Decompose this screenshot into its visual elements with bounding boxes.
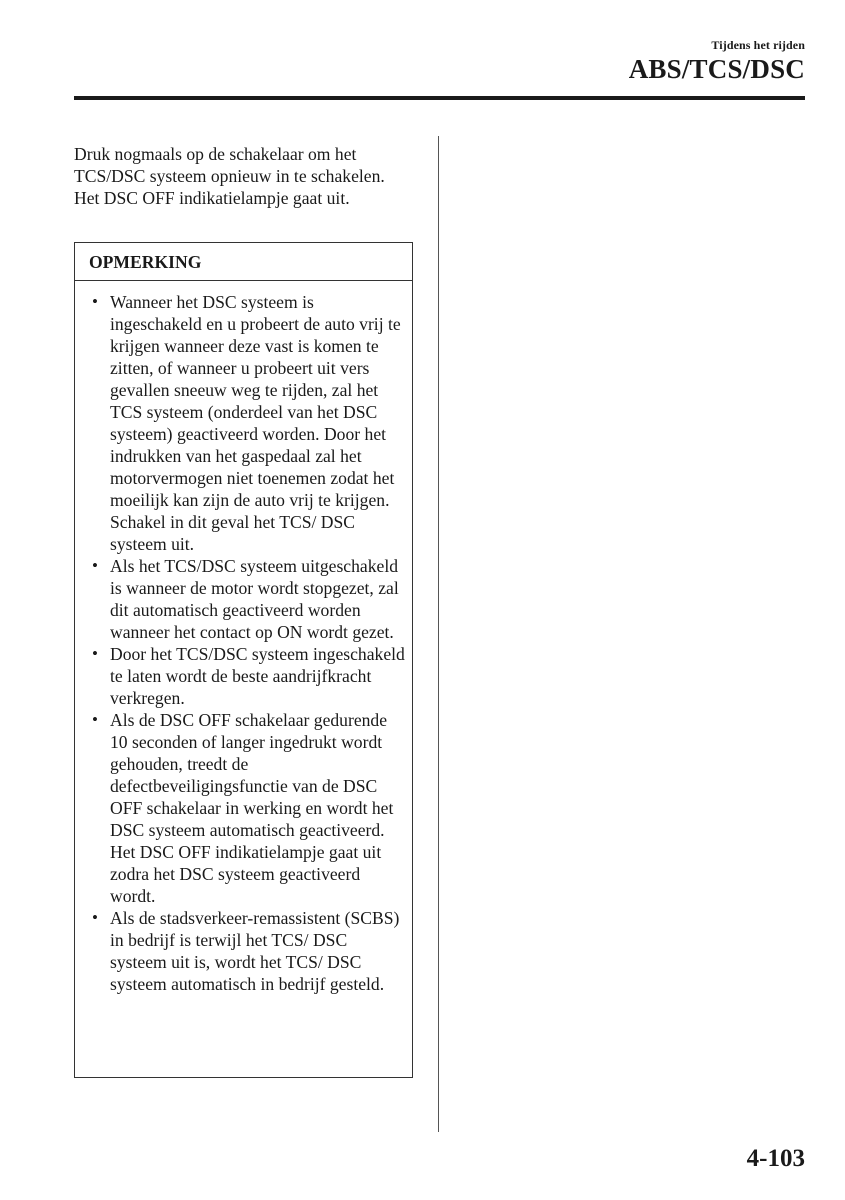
bullet-icon: • [92, 644, 98, 663]
note-item-text: Wanneer het DSC systeem is ingeschakeld en u probeert de auto vrij te krijgen wanneer deze vast is komen te zitten, of wanneer u probeert uit vers gevallen sneeuw weg te rijden, zal het TCS systeem (onderdeel van het DSC systeem) geactiveerd worden. Door het indrukken van het gaspedaal zal het motorvermogen niet toenemen zodat het moeilijk kan zijn de auto vrij te krijgen. Schakel in dit geval het TCS/ DSC systeem uit. [110, 292, 401, 554]
note-item [75, 907, 414, 995]
note-list [75, 291, 414, 995]
section-heading: Tijdens het rijden [711, 38, 805, 52]
bullet-icon: • [92, 710, 98, 729]
page-number: 4-103 [746, 1145, 805, 1172]
note-item [75, 291, 414, 555]
column-divider [438, 136, 439, 1132]
bullet-icon: • [92, 556, 98, 575]
note-item-text: Door het TCS/DSC systeem ingeschakeld te laten wordt de beste aandrijfkracht verkregen. [110, 644, 405, 708]
note-title: OPMERKING [75, 243, 412, 281]
bullet-icon: • [92, 292, 98, 311]
intro-paragraph: Druk nogmaals op de schakelaar om het TCS/DSC systeem opnieuw in te schakelen. Het DSC OFF indikatielampje gaat uit. [74, 144, 385, 208]
note-item [75, 709, 414, 907]
note-item [75, 555, 414, 643]
page-title: ABS/TCS/DSC [628, 54, 805, 84]
note-item-text: Als het TCS/DSC systeem uitgeschakeld is wanneer de motor wordt stopgezet, zal dit automatisch geactiveerd worden wanneer het contact op ON wordt gezet. [110, 556, 399, 642]
note-item-text: Als de stadsverkeer-remassistent (SCBS) in bedrijf is terwijl het TCS/ DSC systeem uit is, wordt het TCS/ DSC systeem automatisch in bedrijf gesteld. [110, 908, 400, 994]
header-rule [74, 96, 805, 100]
note-item [75, 643, 414, 709]
note-item-text: Als de DSC OFF schakelaar gedurende 10 seconden of langer ingedrukt wordt gehouden, treedt de defectbeveiligingsfunctie van de DSC OFF schakelaar in werking en wordt het DSC systeem automatisch geactiveerd. Het DSC OFF indikatielampje gaat uit zodra het DSC systeem geactiveerd wordt. [110, 710, 394, 906]
bullet-icon: • [92, 908, 98, 927]
note-box [74, 242, 413, 1078]
